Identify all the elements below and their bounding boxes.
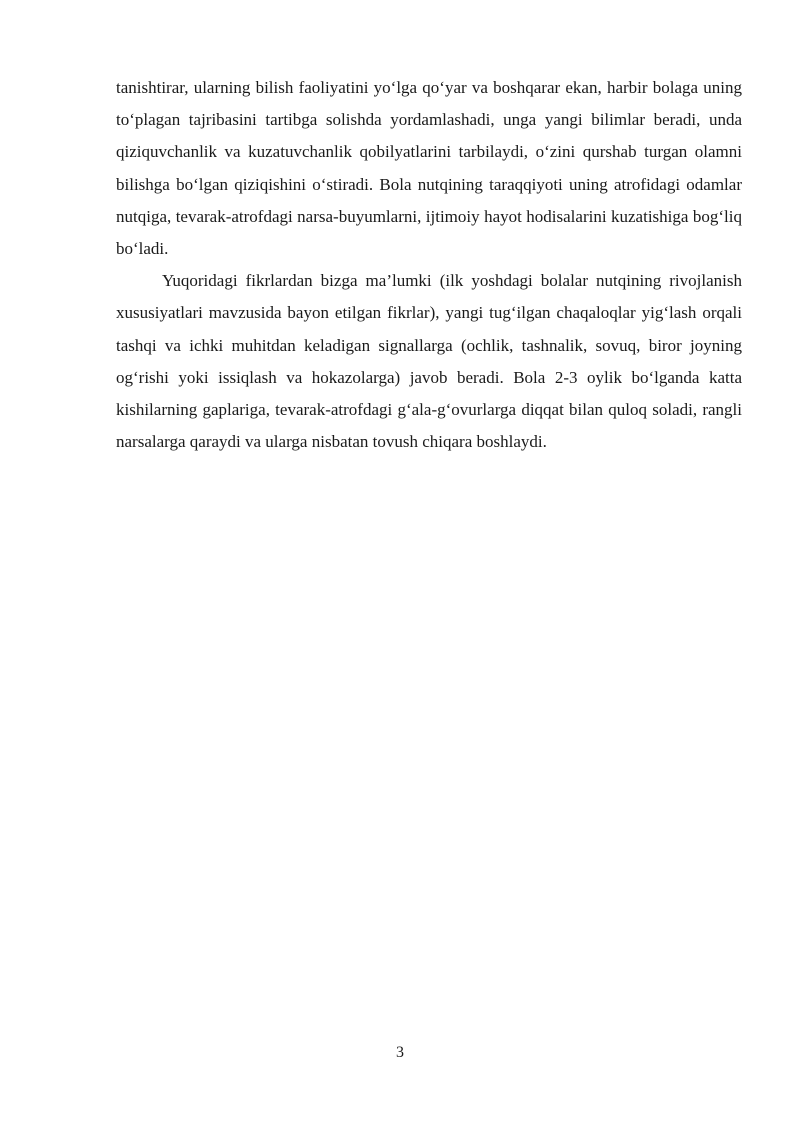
paragraph-2: Yuqoridagi fikrlardan bizga ma’lumki (ilk yoshdagi bolalar nutqining rivojlanish xususiyatlari mavzusida bayon etilgan fikrlar), yangi tug‘ilgan chaqaloqlar yig‘lash orqali tashqi va ichki muhitdan keladigan signallarga (ochlik, tashnalik, sovuq, biror joyning og‘rishi yoki issiqlash va hokazolarga) javob beradi. Bola 2-3 oylik bo‘lganda katta kishilarning gaplariga, tevarak-atrofdagi g‘ala-g‘ovurlarga diqqat bilan quloq soladi, rangli narsalarga qaraydi va ularga nisbatan tovush chiqara boshlaydi. (116, 271, 742, 452)
paragraph-1: tanishtirar, ularning bilish faoliyatini yo‘lga qo‘yar va boshqarar ekan, harbir bolaga uning to‘plagan tajribasini tartibga solishda yordamlashadi, unga yangi bilimlar beradi, unda qiziquvchanlik va kuzatuvchanlik qobilyatlarini tarbilaydi, o‘zini qurshab turgan olamni bilishga bo‘lgan qiziqishini o‘stiradi. Bola nutqining taraqqiyoti uning atrofidagi odamlar nutqiga, tevarak-atrofdagi narsa-buyumlarni, ijtimoiy hayot hodisalarini kuzatishiga bog‘liq bo‘ladi. (116, 78, 742, 259)
page-body (116, 72, 742, 458)
page-number: 3 (396, 1044, 404, 1061)
